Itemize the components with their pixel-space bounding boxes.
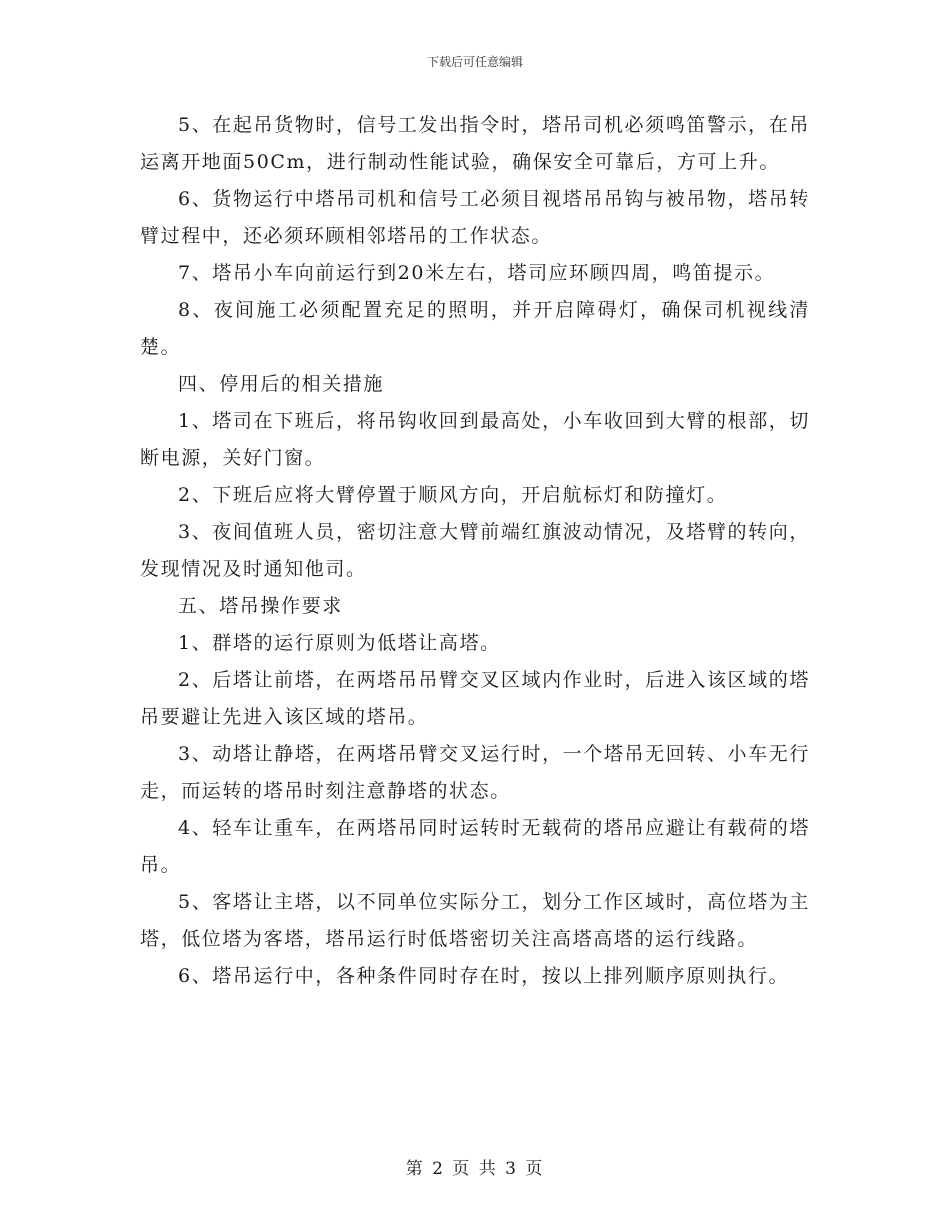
section-heading: 五、塔吊操作要求 — [178, 595, 343, 617]
page-header: 下载后可任意编辑 — [426, 55, 523, 69]
paragraph: 2、后塔让前塔，在两塔吊吊臂交叉区域内作业时，后进入该区域的塔吊要避让先进入该区域的塔吊。 — [140, 669, 810, 728]
document-body — [140, 107, 810, 995]
paragraph: 5、客塔让主塔，以不同单位实际分工，划分工作区域时，高位塔为主塔，低位塔为客塔，塔吊运行时低塔密切关注高塔高塔的运行线路。 — [140, 891, 810, 950]
paragraph: 3、动塔让静塔，在两塔吊臂交叉运行时，一个塔吊无回转、小车无行走，而运转的塔吊时刻注意静塔的状态。 — [140, 743, 810, 802]
paragraph: 6、货物运行中塔吊司机和信号工必须目视塔吊吊钩与被吊物，塔吊转臂过程中，还必须环顾相邻塔吊的工作状态。 — [140, 188, 810, 247]
section-heading: 四、停用后的相关措施 — [178, 373, 385, 395]
paragraph: 2、下班后应将大臂停置于顺风方向，开启航标灯和防撞灯。 — [178, 484, 728, 506]
paragraph: 4、轻车让重车，在两塔吊同时运转时无载荷的塔吊应避让有载荷的塔吊。 — [140, 817, 810, 876]
paragraph: 1、群塔的运行原则为低塔让高塔。 — [178, 632, 501, 654]
paragraph: 8、夜间施工必须配置充足的照明，并开启障碍灯，确保司机视线清楚。 — [140, 299, 810, 358]
paragraph: 6、塔吊运行中，各种条件同时存在时，按以上排列顺序原则执行。 — [178, 965, 790, 987]
page-footer: 第 2 页 共 3 页 — [405, 1159, 545, 1179]
paragraph: 7、塔吊小车向前运行到20米左右，塔司应环顾四周，鸣笛提示。 — [178, 262, 776, 284]
paragraph: 1、塔司在下班后，将吊钩收回到最高处，小车收回到大臂的根部，切断电源，关好门窗。 — [140, 410, 810, 469]
paragraph: 5、在起吊货物时，信号工发出指令时，塔吊司机必须鸣笛警示，在吊运离开地面50Cm，进行制动性能试验，确保安全可靠后，方可上升。 — [140, 114, 810, 173]
paragraph: 3、夜间值班人员，密切注意大臂前端红旗波动情况，及塔臂的转向，发现情况及时通知他司。 — [140, 521, 810, 580]
